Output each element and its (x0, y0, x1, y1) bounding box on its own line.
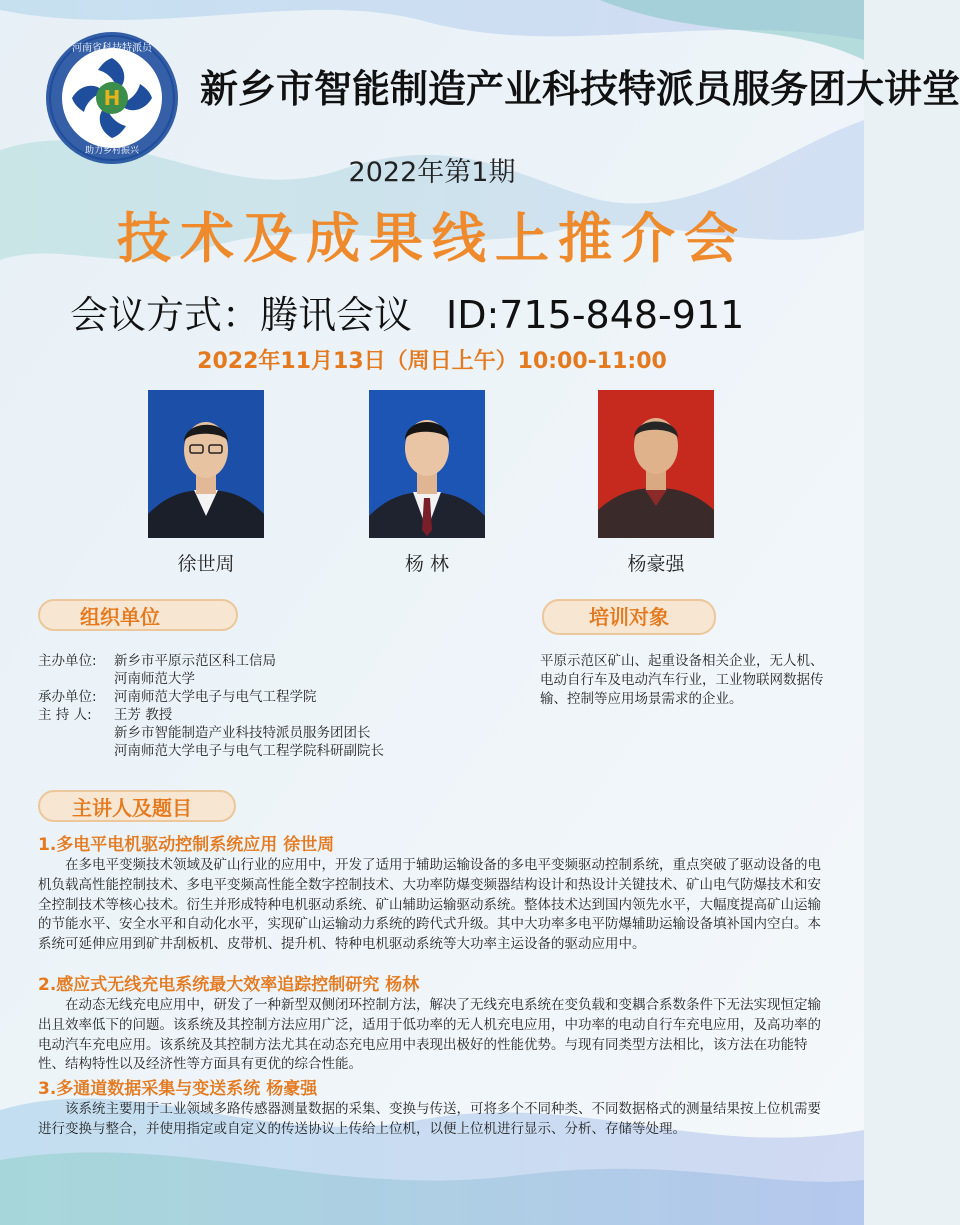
speaker-name-2: 杨 林 (404, 553, 450, 575)
talk-item (38, 974, 826, 1075)
organizer-row: 承办单位: 河南师范大学电子与电气工程学院 (38, 689, 317, 705)
talk-body: 在动态无线充电应用中，研发了一种新型双侧闭环控制方法，解决了无线充电系统在变负载和变耦合系数条件下无法实现恒定输出且效率低下的问题。该系统及其控制方法应用广泛，适用于低功率的无人机充电应用，中功率的电动自行车充电应用，及高功率的电动汽车充电应用。该系统及其控制方法尤其在动态充电应用中表现出极好的性能优势。与现有同类型方法相比，该方法在功能特性、结构特性以及经济性等方面具有更优的综合性能。 (38, 997, 821, 1073)
portrait-photo-icon (148, 390, 264, 538)
talk-title: 1.多电平电机驱动控制系统应用 徐世周 (38, 835, 335, 855)
portrait-photo-icon (369, 390, 485, 538)
speaker-photo-1 (148, 390, 264, 538)
meeting-info (70, 284, 744, 339)
portrait-photo-icon (598, 390, 714, 538)
organizer-row: 河南师范大学电子与电气工程学院科研副院长 (114, 743, 384, 759)
speaker-name-1: 徐世周 (177, 553, 235, 575)
logo-emblem (48, 34, 176, 162)
event-title: 技术及成果线上推介会 (117, 207, 747, 270)
training-heading: 培训对象 (542, 599, 716, 635)
edition-label: 2022年第1期 (348, 157, 516, 188)
event-datetime: 2022年11月13日（周日上午）10:00-11:00 (197, 349, 667, 374)
organizer-row: 新乡市智能制造产业科技特派员服务团团长 (114, 725, 371, 741)
page-title: 新乡市智能制造产业科技特派员服务团大讲堂 (200, 67, 960, 111)
speaker-name-3: 杨豪强 (627, 553, 685, 575)
speaker-photo-2 (369, 390, 485, 538)
meeting-mode: 会议方式：腾讯会议 (70, 293, 413, 337)
logo-ring-text-bottom: 助力乡村振兴 (84, 146, 140, 156)
logo-letter: H (103, 86, 121, 110)
talk-body: 该系统主要用于工业领域多路传感器测量数据的采集、变换与传送，可将多个不同种类、不同数据格式的测量结果按上位机需要进行变换与整合，并使用指定或自定义的传送协议上传给上位机，以便上位机进行显示、分析、存储等处理。 (38, 1101, 821, 1137)
talk-title: 3.多通道数据采集与变送系统 杨豪强 (38, 1079, 318, 1099)
meeting-id: ID:715-848-911 (446, 293, 745, 337)
training-text: 平原示范区矿山、起重设备相关企业，无人机、电动自行车及电动汽车行业，工业物联网数据传输、控制等应用场景需求的企业。 (540, 653, 824, 707)
organizer-row: 主办单位: 新乡市平原示范区科工信局 (38, 653, 276, 669)
talk-body: 在多电平变频技术领域及矿山行业的应用中，开发了适用于辅助运输设备的多电平变频驱动控制系统，重点突破了驱动设备的电机负载高性能控制技术、多电平变频高性能全数字控制技术、大功率防爆变频器结构设计和热设计关键技术、矿山电气防爆技术和安全控制技术等核心技术。衍生并形成特种电机驱动系统、矿山辅助运输驱动系统。整体技术达到国内领先水平，大幅度提高矿山运输的节能水平、安全水平和自动化水平，实现矿山运输动力系统的跨代式升级。其中大功率多电平防爆辅助运输设备填补国内空白。本系统可延伸应用到矿井刮板机、皮带机、提升机、特种电机驱动系统等大功率主运设备的驱动应用中。 (38, 857, 821, 953)
speaker-photo-3 (598, 390, 714, 538)
logo-ring-text-top: 河南省科技特派员 (72, 43, 152, 54)
organizer-row: 主 持 人: 王芳 教授 (38, 707, 173, 723)
organizers-heading: 组织单位 (38, 599, 238, 631)
organizers-list (38, 652, 384, 760)
talk-item (38, 834, 826, 955)
talk-item (38, 1078, 826, 1140)
talks-heading: 主讲人及题目 (38, 790, 236, 822)
organizer-row: 河南师范大学 (114, 671, 195, 687)
talk-title: 2.感应式无线充电系统最大效率追踪控制研究 杨林 (38, 975, 420, 995)
